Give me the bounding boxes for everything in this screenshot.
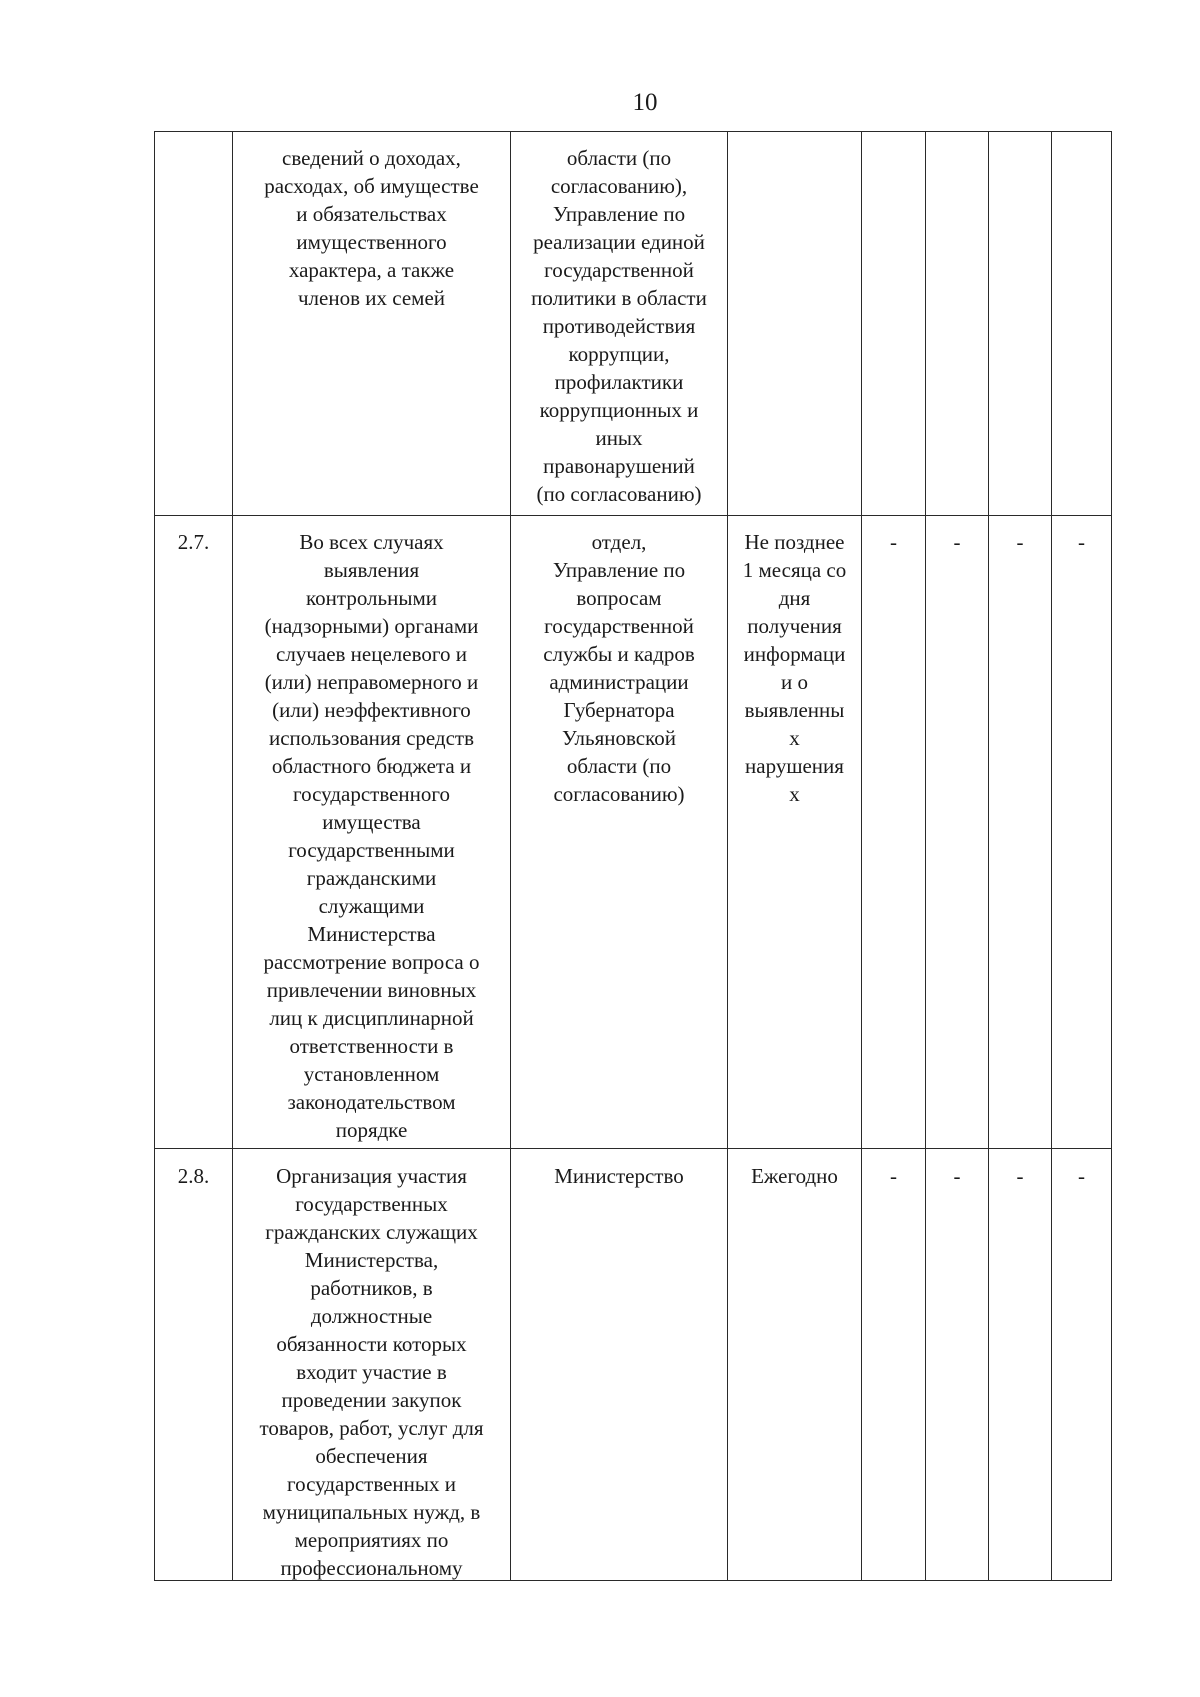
event-line: законодательством: [287, 1090, 456, 1114]
responsible-line: Министерство: [554, 1164, 684, 1188]
event-line: и обязательствах: [296, 202, 447, 226]
event-line: Во всех случаях: [299, 530, 444, 554]
column-border: [154, 131, 155, 1581]
event-line: мероприятиях по: [294, 1528, 449, 1552]
event-line: сведений о доходах,: [282, 146, 461, 170]
column-border: [1051, 131, 1052, 1581]
responsible-line: Губернатора: [563, 698, 675, 722]
event-line: государственного: [292, 782, 451, 806]
dash-cell: -: [1078, 530, 1085, 554]
event-line: случаев нецелевого и: [276, 642, 467, 666]
column-border: [925, 131, 926, 1581]
event-line: товаров, работ, услуг для: [259, 1416, 484, 1440]
event-line: гражданских служащих: [265, 1220, 478, 1244]
event-cell: [233, 144, 510, 312]
event-line: обеспечения: [315, 1444, 428, 1468]
page-number: 10: [632, 89, 658, 116]
event-line: Организация участия: [276, 1164, 467, 1188]
responsible-line: Управление по: [552, 202, 686, 226]
responsible-line: правонарушений: [543, 454, 695, 478]
event-line: расходах, об имуществе: [264, 174, 479, 198]
responsible-cell: [511, 144, 727, 508]
event-line: использования средств: [268, 726, 475, 750]
event-line: проведении закупок: [281, 1388, 462, 1412]
event-line: контрольными: [306, 586, 437, 610]
deadline-line: дня: [778, 586, 811, 610]
responsible-line: реализации единой: [533, 230, 705, 254]
event-line: Министерства,: [304, 1248, 439, 1272]
responsible-line: коррупции,: [568, 342, 670, 366]
deadline-line: информаци: [743, 642, 846, 666]
dash-cell: -: [953, 530, 961, 554]
responsible-line: иных: [595, 426, 643, 450]
event-line: (или) неправомерного и: [264, 670, 479, 694]
responsible-line: (по согласованию): [536, 482, 702, 506]
deadline-line: получения: [747, 614, 842, 638]
event-line: входит участие в: [296, 1360, 447, 1384]
event-line: областного бюджета и: [271, 754, 472, 778]
deadline-line: 1 месяца со: [742, 558, 847, 582]
column-border: [861, 131, 862, 1581]
row-divider: [154, 515, 1112, 516]
event-cell: [233, 1162, 510, 1582]
event-line: порядке: [335, 1118, 408, 1142]
deadline-line: х: [789, 782, 800, 806]
responsible-line: согласованию): [553, 782, 685, 806]
responsible-cell: [511, 528, 727, 808]
responsible-line: государственной: [544, 614, 694, 638]
deadline-line: Не позднее: [744, 530, 845, 554]
responsible-line: коррупционных и: [539, 398, 699, 422]
event-line: профессиональному: [280, 1556, 463, 1580]
table-top-border: [154, 131, 1112, 132]
row-number: 2.7.: [177, 530, 210, 554]
table-right-border: [1111, 131, 1112, 1581]
deadline-line: выявленны: [744, 698, 845, 722]
event-line: служащими: [318, 894, 425, 918]
dash-cell: -: [890, 1164, 897, 1188]
responsible-line: Управление по: [552, 558, 686, 582]
row-divider: [154, 1148, 1112, 1149]
event-line: характера, а также: [288, 258, 455, 282]
column-border: [988, 131, 989, 1581]
responsible-line: Ульяновской: [562, 726, 676, 750]
event-line: ответственности в: [289, 1034, 454, 1058]
column-border: [727, 131, 728, 1581]
event-line: государственных и: [286, 1472, 457, 1496]
responsible-line: администрации: [549, 670, 689, 694]
event-line: муниципальных нужд, в: [262, 1500, 481, 1524]
deadline-cell: [728, 1162, 861, 1190]
responsible-line: профилактики: [554, 370, 684, 394]
responsible-line: вопросам: [576, 586, 662, 610]
deadline-line: нарушения: [745, 754, 844, 778]
dash-cell: -: [1016, 1164, 1024, 1188]
event-line: Министерства: [307, 922, 436, 946]
deadline-cell: [728, 528, 861, 808]
responsible-line: области (по: [566, 146, 672, 170]
responsible-line: политики в области: [531, 286, 707, 310]
event-line: имущественного: [296, 230, 447, 254]
dash-cell: -: [1016, 530, 1024, 554]
responsible-line: государственной: [544, 258, 694, 282]
event-line: выявления: [323, 558, 420, 582]
dash-cell: -: [1078, 1164, 1085, 1188]
responsible-line: службы и кадров: [543, 642, 695, 666]
event-line: должностные: [310, 1304, 433, 1328]
event-line: рассмотрение вопроса о: [263, 950, 480, 974]
responsible-line: согласованию),: [550, 174, 688, 198]
event-line: (или) неэффективного: [272, 698, 471, 722]
dash-cell: -: [890, 530, 897, 554]
deadline-line: х: [789, 726, 800, 750]
event-line: привлечении виновных: [266, 978, 477, 1002]
event-line: гражданскими: [306, 866, 437, 890]
event-line: государственными: [288, 838, 455, 862]
deadline-line: Ежегодно: [751, 1164, 838, 1188]
event-line: государственных: [295, 1192, 448, 1216]
dash-cell: -: [953, 1164, 961, 1188]
responsible-cell: [511, 1162, 727, 1190]
event-cell: [233, 528, 510, 1144]
event-line: (надзорными) органами: [264, 614, 479, 638]
row-number: 2.8.: [177, 1164, 210, 1188]
event-line: обязанности которых: [276, 1332, 467, 1356]
deadline-line: и о: [781, 670, 808, 694]
responsible-line: области (по: [566, 754, 672, 778]
event-line: работников, в: [310, 1276, 433, 1300]
event-line: членов их семей: [298, 286, 445, 310]
responsible-line: противодействия: [542, 314, 696, 338]
responsible-line: отдел,: [591, 530, 647, 554]
event-line: установленном: [303, 1062, 440, 1086]
event-line: лиц к дисциплинарной: [269, 1006, 474, 1030]
event-line: имущества: [322, 810, 421, 834]
